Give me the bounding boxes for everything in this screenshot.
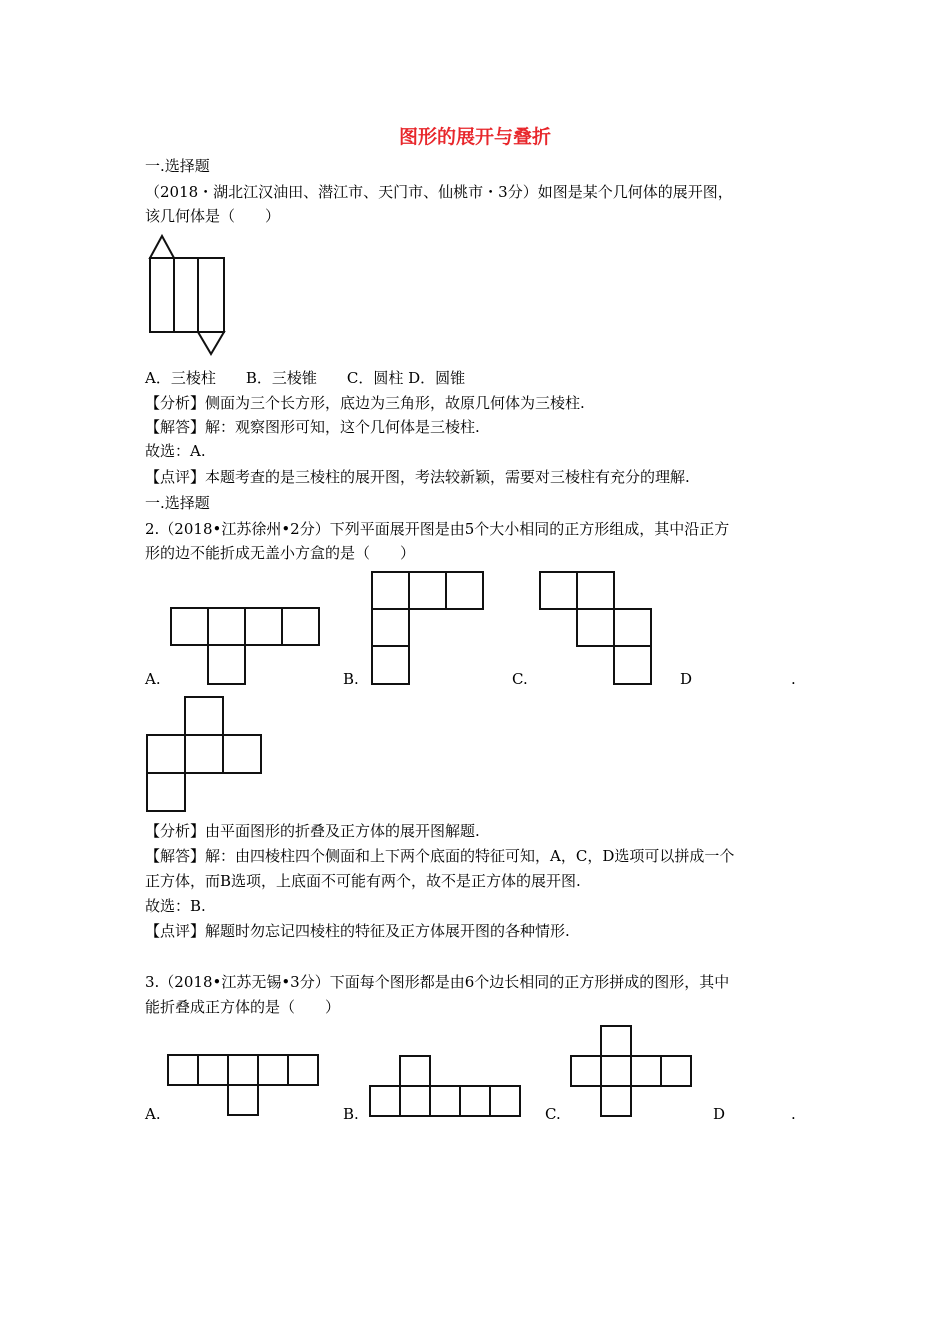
q1-choice: 故选：A. [145, 442, 206, 460]
q2-stem-line2: 形的边不能折成无盖小方盒的是（ ） [145, 544, 416, 562]
q1-comment: 【点评】本题考查的是三棱柱的展开图，考法较新颖，需要对三棱柱有充分的理解. [145, 468, 690, 486]
q1-stem-line1: （2018・湖北江汉油田、潜江市、天门市、仙桃市・3分）如图是某个几何体的展开图， [145, 183, 733, 201]
q2-answer-line1: 【解答】解：由四棱柱四个侧面和上下两个底面的特征可知，A，C，D选项可以拼成一个 [145, 847, 735, 865]
q3-label-b: B. [343, 1105, 359, 1123]
q2-label-b: B. [343, 670, 359, 688]
q3-label-c: C. [545, 1105, 561, 1123]
q3-label-d: D [713, 1105, 726, 1123]
section-heading: 一.选择题 [145, 157, 210, 175]
q3-stem-line2: 能折叠成正方体的是（ ） [145, 998, 341, 1016]
section-heading-2: 一.选择题 [145, 494, 210, 512]
q3-net-b [369, 1055, 523, 1119]
q2-label-c: C. [512, 670, 528, 688]
q2-label-a: A. [145, 670, 161, 688]
q2-choice: 故选：B. [145, 897, 206, 915]
q3-stem-line1: 3.（2018•江苏无锡•3分）下面每个图形都是由6个边长相同的正方形拼成的图形，其中 [145, 973, 730, 991]
q2-dot: . [791, 670, 796, 688]
q3-net-c [570, 1025, 694, 1119]
q2-comment: 【点评】解题时勿忘记四棱柱的特征及正方体展开图的各种情形. [145, 922, 570, 940]
q1-options: A．三棱柱 B．三棱锥 C．圆柱 D．圆锥 [145, 369, 466, 387]
q3-dot: . [791, 1105, 796, 1123]
q2-net-c [539, 571, 655, 687]
q2-stem-line1: 2.（2018•江苏徐州•2分）下列平面展开图是由5个大小相同的正方形组成，其中沿正方 [145, 520, 730, 538]
q1-analysis: 【分析】侧面为三个长方形，底边为三角形，故原几何体为三棱柱. [145, 394, 585, 412]
q2-net-b [371, 571, 487, 687]
q2-label-d: D [680, 670, 693, 688]
q1-stem-line2: 该几何体是（ ） [145, 207, 281, 225]
q3-net-a [167, 1054, 321, 1118]
q2-analysis: 【分析】由平面图形的折叠及正方体的展开图解题. [145, 822, 480, 840]
q2-answer-line2: 正方体，而B选项，上底面不可能有两个，故不是正方体的展开图. [145, 872, 581, 890]
q2-net-a [170, 607, 322, 687]
page-title: 图形的展开与叠折 [398, 126, 551, 148]
q1-answer: 【解答】解：观察图形可知，这个几何体是三棱柱. [145, 418, 480, 436]
q3-label-a: A. [145, 1105, 161, 1123]
q2-net-d [146, 696, 264, 814]
prism-net-figure [148, 234, 228, 356]
